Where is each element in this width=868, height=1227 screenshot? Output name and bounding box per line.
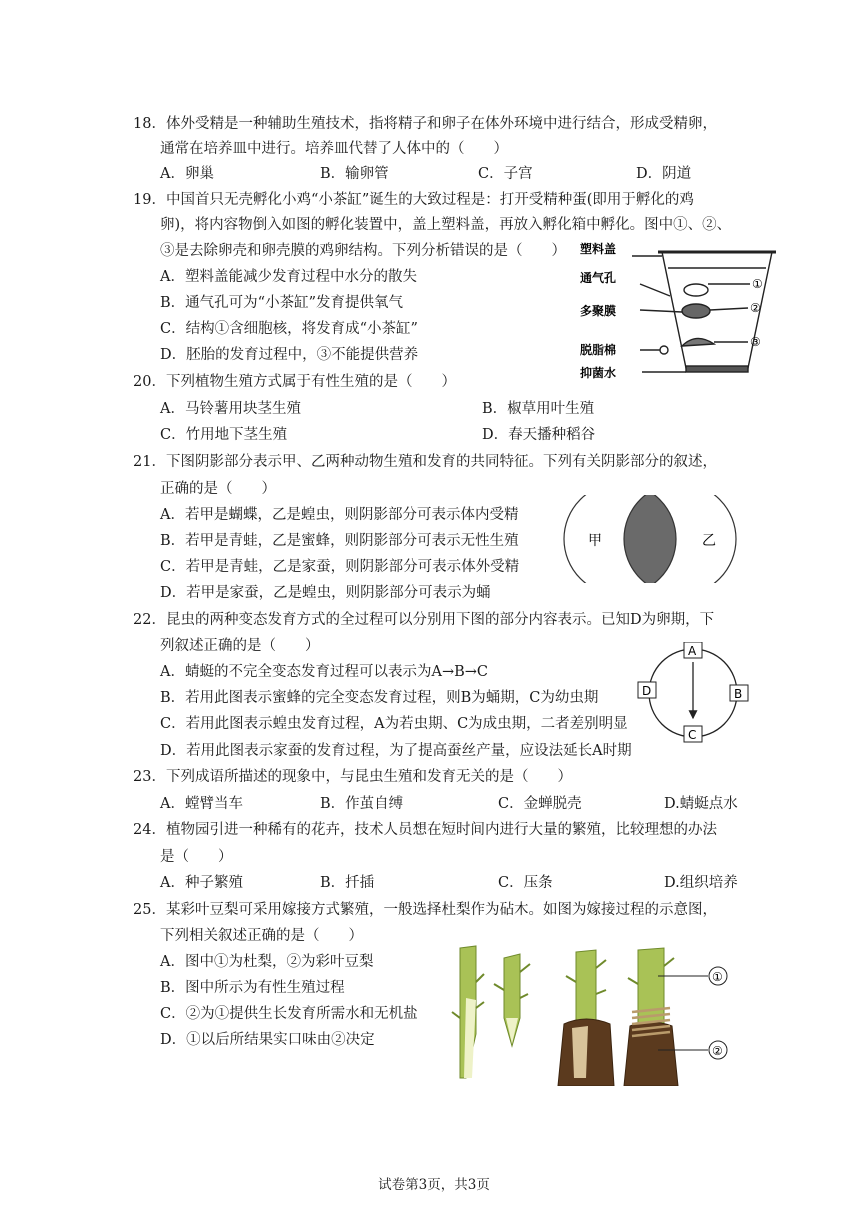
q23-option-a: A．螳臂当车 [160, 796, 243, 812]
q21-option-a: A．若甲是蝴蝶，乙是蝗虫，则阴影部分可表示体内受精 [160, 507, 519, 523]
q24-option-a: A．种子繁殖 [160, 875, 243, 891]
grafting-figure [446, 938, 736, 1086]
q18-option-d: D．阴道 [636, 166, 692, 182]
marker-3: ③ [750, 335, 761, 349]
q25-stem-line2: 下列相关叙述正确的是（ ） [160, 928, 363, 944]
q20-option-c: C．竹用地下茎生殖 [160, 427, 288, 443]
q24-option-d: D.组织培养 [664, 875, 738, 891]
albumen [682, 338, 714, 346]
label-film: 多聚膜 [580, 304, 617, 318]
venn-diagram [562, 495, 738, 583]
q19-option-c: C．结构①含细胞核，将发育成“小茶缸” [160, 321, 418, 337]
q25-option-d: D．①以后所结果实口味由②决定 [160, 1032, 375, 1048]
q22-stem-line2: 列叙述正确的是（ ） [160, 638, 320, 654]
q18-option-c: C．子宫 [478, 166, 533, 182]
venn-right-label: 乙 [702, 533, 716, 549]
q21-option-b: B．若甲是青蛙，乙是蜜蜂，则阴影部分可表示无性生殖 [160, 533, 519, 549]
node-a: A [688, 644, 697, 658]
q24-option-b: B．扦插 [320, 875, 375, 891]
venn-overlap [624, 495, 736, 583]
incubator-figure [578, 238, 778, 386]
q21-stem-line1: 21．下图阴影部分表示甲、乙两种动物生殖和发育的共同特征。下列有关阴影部分的叙述， [133, 454, 717, 470]
label-water: 抑菌水 [580, 366, 617, 380]
q24-stem-line2: 是（ ） [160, 849, 233, 865]
q23-option-b: B．作茧自缚 [320, 796, 404, 812]
q19-stem-line3: ③是去除卵壳和卵壳膜的鸡卵结构。下列分析错误的是（ ） [160, 243, 566, 259]
marker-2: ② [750, 301, 761, 315]
film-leader [640, 310, 682, 312]
label-vent: 通气孔 [580, 271, 617, 285]
q18-stem-line1: 18．体外受精是一种辅助生殖技术，指将精子和卵子在体外环境中进行结合，形成受精卵， [133, 116, 717, 132]
vent-leader [640, 284, 670, 296]
q21-option-c: C．若甲是青蛙，乙是家蚕，则阴影部分可表示体外受精 [160, 559, 520, 575]
q25-option-b: B．图中所示为有性生殖过程 [160, 980, 345, 996]
q19-stem-line2: 卵)，将内容物倒入如图的孵化装置中，盖上塑料盖，再放入孵化箱中孵化。图中①、②、 [160, 217, 732, 233]
yolk-ring [684, 284, 708, 296]
q20-option-a: A．马铃薯用块茎生殖 [160, 401, 301, 417]
m2-leader [710, 308, 748, 310]
q19-stem-line1: 19．中国首只无壳孵化小鸡“小茶缸”诞生的大致过程是：打开受精种蛋(即用于孵化的鸡 [133, 192, 694, 208]
marker-1: ① [752, 277, 763, 291]
q18-option-b: B．输卵管 [320, 166, 389, 182]
q23-option-d: D.蜻蜓点水 [664, 796, 738, 812]
q25-option-c: C．②为①提供生长发育所需水和无机盐 [160, 1006, 418, 1022]
q23-option-c: C．金蝉脱壳 [498, 796, 582, 812]
node-b: B [734, 687, 743, 701]
q21-option-d: D．若甲是家蚕，乙是蝗虫，则阴影部分可表示为蛹 [160, 585, 491, 601]
graft-stage-4 [624, 948, 727, 1086]
q23-stem: 23．下列成语所描述的现象中，与昆虫生殖和发育无关的是（ ） [133, 769, 572, 785]
q19-option-a: A．塑料盖能减少发育过程中水分的散失 [160, 269, 417, 285]
q24-stem-line1: 24．植物园引进一种稀有的花卉，技术人员想在短时间内进行大量的繁殖，比较理想的办法 [133, 822, 717, 838]
q21-stem-line2: 正确的是（ ） [160, 481, 276, 497]
graft-stage-3 [558, 950, 614, 1086]
node-d: D [642, 684, 652, 698]
cotton-circle [660, 346, 668, 354]
q20-option-d: D．春天播种稻谷 [482, 427, 596, 443]
q25-option-a: A．图中①为杜梨，②为彩叶豆梨 [160, 954, 374, 970]
q19-option-b: B．通气孔可为“小茶缸”发育提供氧气 [160, 295, 403, 311]
node-c: C [688, 728, 697, 742]
graft-marker-2: ② [712, 1044, 723, 1058]
water-layer [686, 366, 748, 372]
q22-option-b: B．若用此图表示蜜蜂的完全变态发育过程，则B为蛹期，C为幼虫期 [160, 690, 599, 706]
q20-stem: 20．下列植物生殖方式属于有性生殖的是（ ） [133, 374, 456, 390]
label-cotton: 脱脂棉 [580, 343, 617, 357]
graft-marker-1: ① [712, 970, 723, 984]
page-footer: 试卷第3页，共3页 [378, 1177, 490, 1193]
q18-stem-line2: 通常在培养皿中进行。培养皿代替了人体中的（ ） [160, 141, 508, 157]
q22-option-c: C．若用此图表示蝗虫发育过程，A为若虫期、C为成虫期，二者差别明显 [160, 716, 628, 732]
q22-option-d: D．若用此图表示家蚕的发育过程，为了提高蚕丝产量，应设法延长A时期 [160, 743, 632, 759]
q25-stem-line1: 25．某彩叶豆梨可采用嫁接方式繁殖，一般选择杜梨作为砧木。如图为嫁接过程的示意图， [133, 902, 717, 918]
venn-left-label: 甲 [588, 533, 602, 549]
insect-cycle-diagram [636, 642, 750, 744]
scion-stage-1 [452, 946, 484, 1078]
q22-stem-line1: 22．昆虫的两种变态发育方式的全过程可以分别用下图的部分内容表示。已知D为卵期，下 [133, 612, 715, 628]
label-lid: 塑料盖 [580, 242, 617, 256]
q24-option-c: C．压条 [498, 875, 553, 891]
q22-option-a: A．蜻蜓的不完全变态发育过程可以表示为A→B→C [160, 664, 488, 680]
scion-stage-2 [494, 954, 530, 1046]
q19-option-d: D．胚胎的发育过程中，③不能提供营养 [160, 347, 419, 363]
yolk [682, 304, 710, 318]
q18-option-a: A．卵巢 [160, 166, 214, 182]
q20-option-b: B．椒草用叶生殖 [482, 401, 595, 417]
